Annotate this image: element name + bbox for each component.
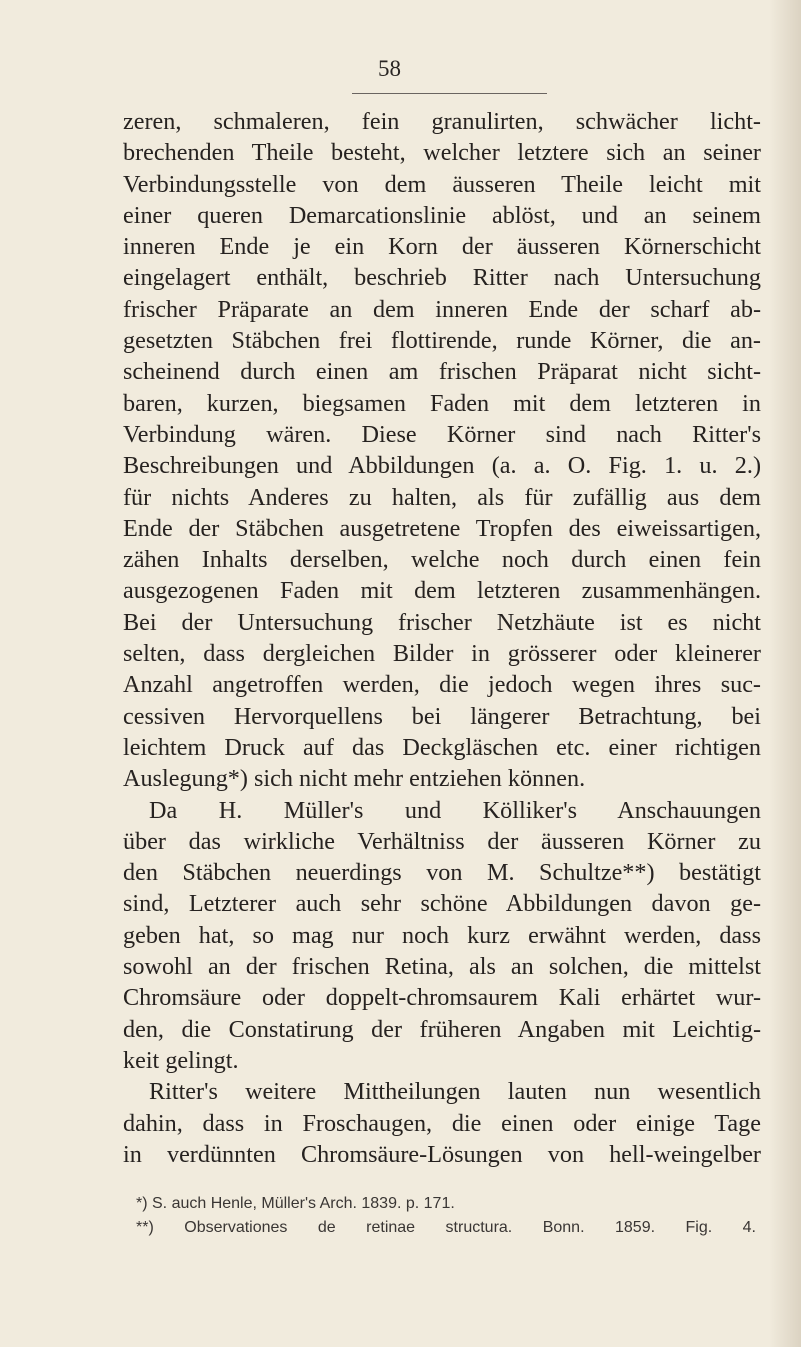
text-line: für nichts Anderes zu halten, als für zufällig aus dem [123, 483, 761, 511]
text-line: Auslegung*) sich nicht mehr entziehen können. [123, 765, 586, 793]
text-line: selten, dass dergleichen Bilder in grösserer oder kleinerer [123, 640, 761, 668]
text-line: inneren Ende je ein Korn der äusseren Körnerschicht [123, 233, 761, 261]
text-line: Da H. Müller's und Kölliker's Anschauungen [149, 796, 761, 824]
header-rule [352, 93, 547, 94]
text-line: in verdünnten Chromsäure-Lösungen von hell-weingelber [123, 1140, 761, 1168]
text-line: cessiven Hervorquellens bei längerer Betrachtung, bei [123, 702, 761, 730]
text-line: leichtem Druck auf das Deckgläschen etc. einer richtigen [123, 733, 761, 761]
text-line: sowohl an der frischen Retina, als an solchen, die mittelst [123, 953, 761, 981]
text-line: Bei der Untersuchung frischer Netzhäute ist es nicht [123, 608, 761, 636]
page-number: 58 [378, 56, 401, 81]
text-line: Verbindung wären. Diese Körner sind nach Ritter's [123, 420, 761, 448]
text-line: den Stäbchen neuerdings von M. Schultze**) bestätigt [123, 859, 761, 887]
text-line: Ende der Stäbchen ausgetretene Tropfen des eiweissartigen, [123, 514, 761, 542]
text-line: zähen Inhalts derselben, welche noch durch einen fein [123, 546, 761, 574]
text-line: ausgezogenen Faden mit dem letzteren zusammenhängen. [123, 577, 761, 605]
text-line: Verbindungsstelle von dem äusseren Theile leicht mit [123, 170, 761, 198]
text-line: Anzahl angetroffen werden, die jedoch wegen ihres suc- [123, 671, 761, 699]
body-text [123, 106, 761, 1170]
text-line: zeren, schmaleren, fein granulirten, schwächer licht- [123, 108, 761, 135]
text-line: frischer Präparate an dem inneren Ende der scharf ab- [123, 295, 761, 323]
text-line: Ritter's weitere Mittheilungen lauten nun wesentlich [149, 1078, 761, 1106]
text-line: keit gelingt. [123, 1046, 239, 1074]
text-line: Chromsäure oder doppelt-chromsaurem Kali erhärtet wur- [123, 984, 761, 1012]
text-line: scheinend durch einen am frischen Präparat nicht sicht- [123, 358, 761, 386]
text-line: einer queren Demarcationslinie ablöst, und an seinem [123, 201, 761, 229]
text-line: brechenden Theile besteht, welcher letztere sich an seiner [123, 139, 761, 167]
text-line: gesetzten Stäbchen frei flottirende, runde Körner, die an- [123, 327, 761, 355]
footnote-1: *) S. auch Henle, Müller's Arch. 1839. p. 171. [136, 1195, 455, 1212]
text-line: sind, Letzterer auch sehr schöne Abbildungen davon ge- [123, 890, 761, 918]
text-line: eingelagert enthält, beschrieb Ritter nach Untersuchung [123, 264, 761, 292]
text-line: baren, kurzen, biegsamen Faden mit dem letzteren in [123, 389, 761, 417]
text-line: über das wirkliche Verhältniss der äusseren Körner zu [123, 827, 761, 855]
text-line: den, die Constatirung der früheren Angaben mit Leichtig- [123, 1015, 761, 1043]
text-line: dahin, dass in Froschaugen, die einen oder einige Tage [123, 1109, 761, 1137]
footnotes [136, 1192, 756, 1240]
text-line: Beschreibungen und Abbildungen (a. a. O. Fig. 1. u. 2.) [123, 452, 761, 480]
text-line: geben hat, so mag nur noch kurz erwähnt werden, dass [123, 921, 761, 949]
footnote-2: **) Observationes de retinae structura. Bonn. 1859. Fig. 4. [136, 1219, 756, 1236]
